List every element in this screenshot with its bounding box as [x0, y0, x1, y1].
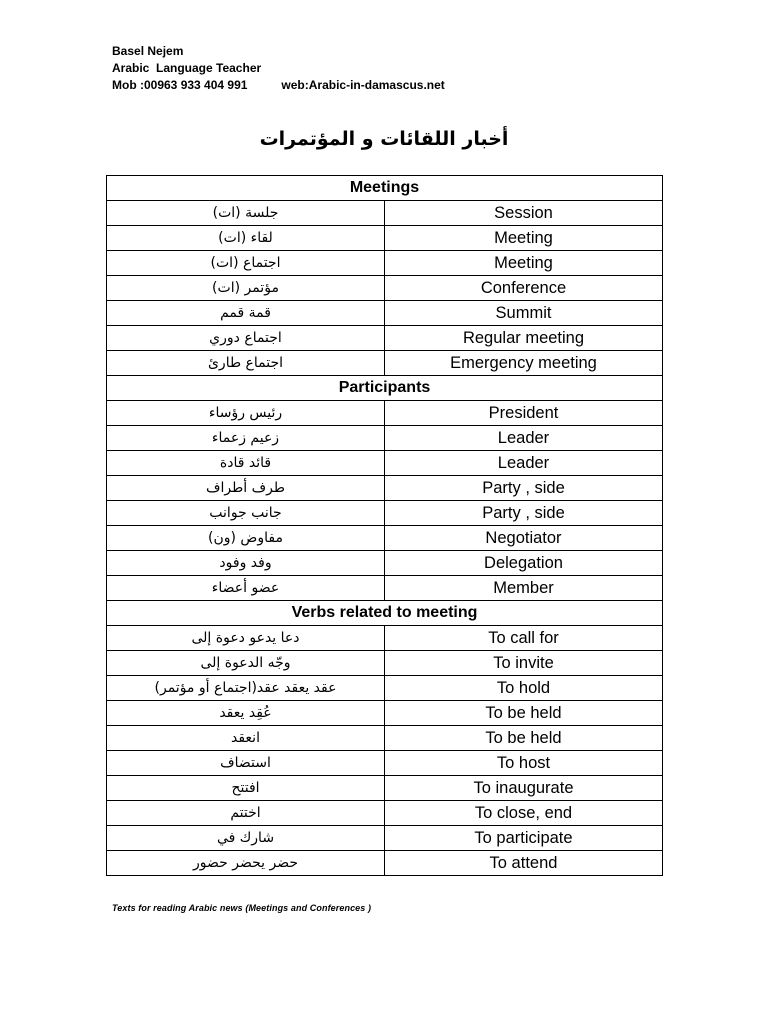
- english-term: President: [385, 401, 663, 426]
- section-header-row: [107, 601, 663, 626]
- table-row: [107, 451, 663, 476]
- arabic-term: اجتماع دوري: [107, 326, 385, 351]
- table-row: [107, 326, 663, 351]
- arabic-term: قائد قادة: [107, 451, 385, 476]
- author-header: [112, 43, 445, 94]
- english-term: Negotiator: [385, 526, 663, 551]
- english-term: Meeting: [385, 226, 663, 251]
- table-row: [107, 551, 663, 576]
- arabic-term: افتتح: [107, 776, 385, 801]
- section-heading: Meetings: [107, 176, 663, 201]
- table-row: [107, 751, 663, 776]
- arabic-term: وجّه الدعوة إلى: [107, 651, 385, 676]
- arabic-term: قمة قمم: [107, 301, 385, 326]
- english-term: Meeting: [385, 251, 663, 276]
- english-term: Conference: [385, 276, 663, 301]
- english-term: To attend: [385, 851, 663, 876]
- table-row: [107, 301, 663, 326]
- arabic-term: رئيس رؤساء: [107, 401, 385, 426]
- table-row: [107, 776, 663, 801]
- table-row: [107, 201, 663, 226]
- table-row: [107, 476, 663, 501]
- section-header-row: [107, 376, 663, 401]
- english-term: Leader: [385, 426, 663, 451]
- arabic-term: اختتم: [107, 801, 385, 826]
- table-row: [107, 626, 663, 651]
- english-term: To close, end: [385, 801, 663, 826]
- arabic-term: طرف أطراف: [107, 476, 385, 501]
- arabic-term: لقاء (ات): [107, 226, 385, 251]
- table-row: [107, 401, 663, 426]
- english-term: Emergency meeting: [385, 351, 663, 376]
- table-row: [107, 676, 663, 701]
- table-row: [107, 801, 663, 826]
- table-row: [107, 251, 663, 276]
- english-term: To call for: [385, 626, 663, 651]
- arabic-term: اجتماع (ات): [107, 251, 385, 276]
- table-row: [107, 851, 663, 876]
- english-term: Member: [385, 576, 663, 601]
- mobile-number: Mob :00963 933 404 991: [112, 78, 248, 92]
- arabic-term: عقد يعقد عقد(اجتماع أو مؤتمر): [107, 676, 385, 701]
- arabic-term: زعيم زعماء: [107, 426, 385, 451]
- arabic-term: شارك في: [107, 826, 385, 851]
- english-term: Leader: [385, 451, 663, 476]
- author-name: Basel Nejem: [112, 44, 184, 58]
- vocabulary-table: [106, 175, 663, 876]
- table-row: [107, 726, 663, 751]
- contact-line: [112, 77, 445, 94]
- english-term: Delegation: [385, 551, 663, 576]
- table-row: [107, 501, 663, 526]
- english-term: To invite: [385, 651, 663, 676]
- arabic-term: مفاوض (ون): [107, 526, 385, 551]
- page-title: أخبار اللقائات و المؤتمرات: [259, 128, 509, 150]
- arabic-term: اجتماع طارئ: [107, 351, 385, 376]
- table-row: [107, 576, 663, 601]
- english-term: To participate: [385, 826, 663, 851]
- table-row: [107, 226, 663, 251]
- english-term: To be held: [385, 701, 663, 726]
- english-term: Party , side: [385, 501, 663, 526]
- english-term: To inaugurate: [385, 776, 663, 801]
- arabic-term: انعقد: [107, 726, 385, 751]
- section-heading: Verbs related to meeting: [107, 601, 663, 626]
- table-row: [107, 826, 663, 851]
- table-row: [107, 351, 663, 376]
- arabic-term: استضاف: [107, 751, 385, 776]
- arabic-term: عضو أعضاء: [107, 576, 385, 601]
- arabic-term: دعا يدعو دعوة إلى: [107, 626, 385, 651]
- english-term: Party , side: [385, 476, 663, 501]
- author-role: Arabic Language Teacher: [112, 61, 262, 75]
- english-term: Summit: [385, 301, 663, 326]
- arabic-term: وفد وفود: [107, 551, 385, 576]
- table-row: [107, 701, 663, 726]
- section-heading: Participants: [107, 376, 663, 401]
- english-term: To host: [385, 751, 663, 776]
- table-row: [107, 651, 663, 676]
- page-footer: Texts for reading Arabic news (Meetings and Conferences ): [112, 903, 372, 913]
- arabic-term: جلسة (ات): [107, 201, 385, 226]
- arabic-term: مؤتمر (ات): [107, 276, 385, 301]
- table-row: [107, 276, 663, 301]
- table-row: [107, 426, 663, 451]
- arabic-term: حضر يحضر حضور: [107, 851, 385, 876]
- english-term: Session: [385, 201, 663, 226]
- section-header-row: [107, 176, 663, 201]
- table-row: [107, 526, 663, 551]
- english-term: Regular meeting: [385, 326, 663, 351]
- website-link[interactable]: web:Arabic-in-damascus.net: [281, 78, 445, 92]
- arabic-term: جانب جوانب: [107, 501, 385, 526]
- arabic-term: عُقِد يعقد: [107, 701, 385, 726]
- english-term: To hold: [385, 676, 663, 701]
- english-term: To be held: [385, 726, 663, 751]
